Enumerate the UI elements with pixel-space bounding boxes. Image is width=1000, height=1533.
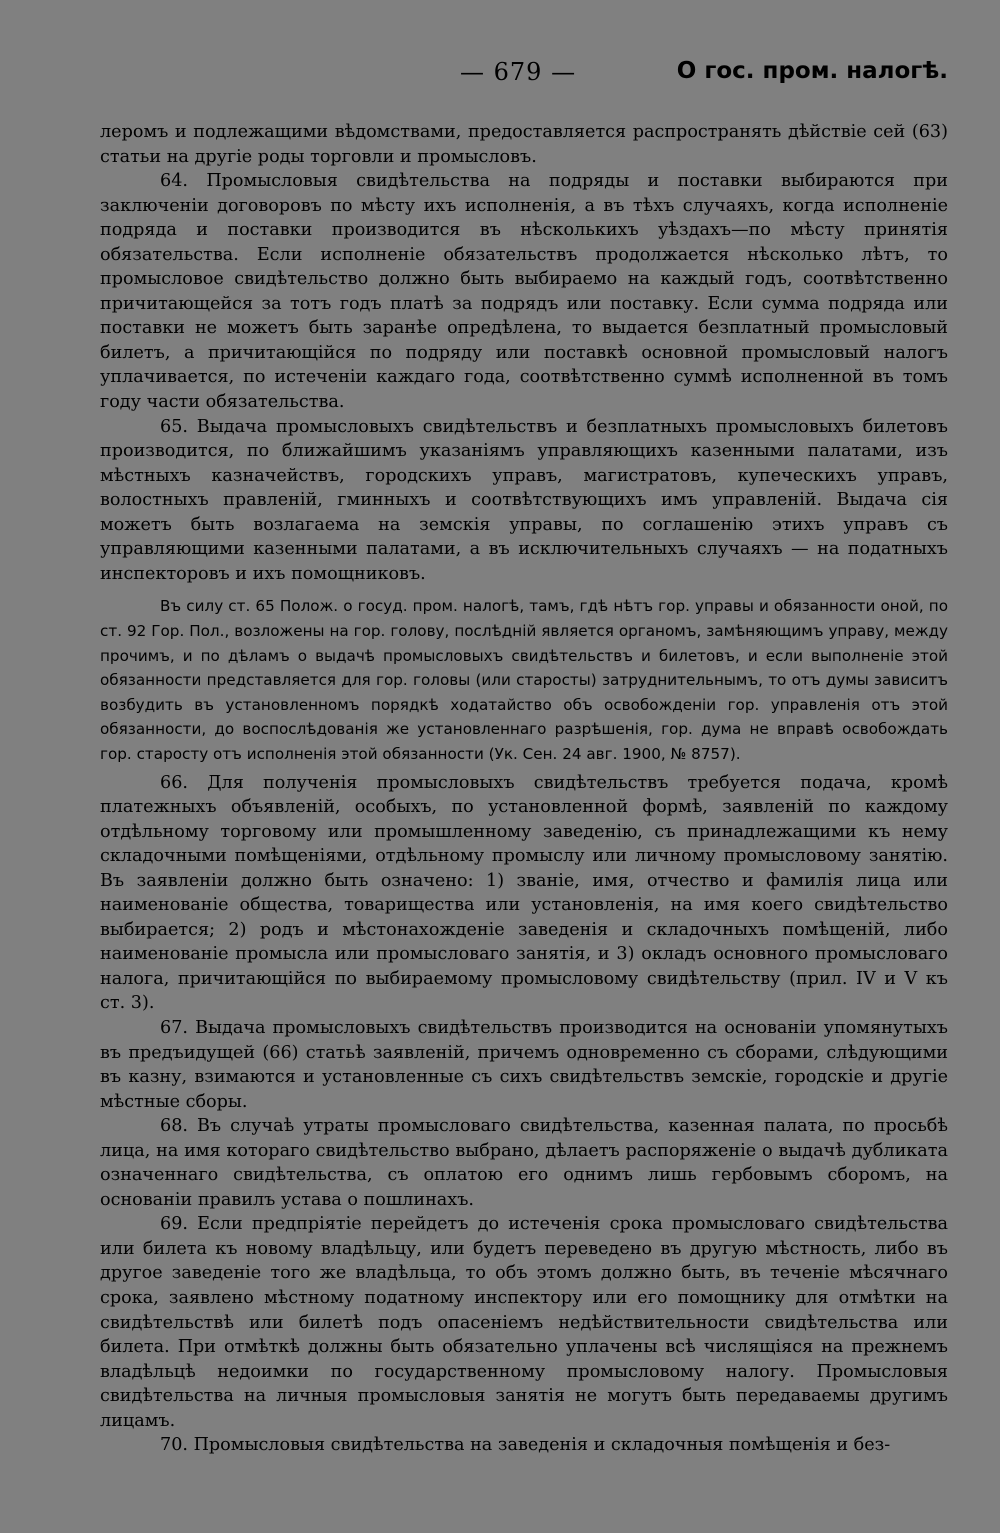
body-text [100, 120, 948, 1458]
paragraph-article-70: 70. Промысловыя свидѣтельства на заведенія и складочныя помѣщенія и без- [160, 1435, 891, 1456]
paragraph-article-68: 68. Въ случаѣ утраты промысловаго свидѣтельства, казенная палата, по просьбѣ лица, на имя котораго свидѣтельство выбрано, дѣлаетъ распоряженіе о выдачѣ дубликата означеннаго свидѣтельства, съ оплатою его однимъ лишь гербовымъ сборомъ, на основаніи правилъ устава о пошлинахъ. [100, 1116, 948, 1210]
running-title: О гос. пром. налогѣ. [676, 58, 948, 84]
paragraph-article-65: 65. Выдача промысловыхъ свидѣтельствъ и безплатныхъ промысловыхъ билетовъ производится, по ближайшимъ указаніямъ управляющихъ казенными палатами, изъ мѣстныхъ казначействъ, городскихъ управъ, магистратовъ, купеческихъ управъ, волостныхъ правленій, гминныхъ и соотвѣтствующихъ имъ управленій. Выдача сія можетъ быть возлагаема на земскія управы, по соглашенію этихъ управъ съ управляющими казенными палатами, а въ исключительныхъ случаяхъ — на податныхъ инспекторовъ и ихъ помощниковъ. [100, 416, 948, 584]
page-header [100, 58, 948, 102]
paragraph-article-67: 67. Выдача промысловыхъ свидѣтельствъ производится на основаніи упомянутыхъ въ предъидущей (66) статьѣ заявленій, причемъ одновременно съ сборами, слѣдующими въ казну, взимаются и установленные съ сихъ свидѣтельствъ земскіе, городскіе и другіе мѣстные сборы. [100, 1018, 948, 1112]
paragraph-article-66: 66. Для полученія промысловыхъ свидѣтельствъ требуется подача, кромѣ платежныхъ объявленій, особыхъ, по установленной формѣ, заявленій по каждому отдѣльному торговому или промышленному заведенію, съ принадлежащими къ нему складочными помѣщеніями, отдѣльному промыслу или личному промысловому занятію. Въ заявленіи должно быть означено: 1) званіе, имя, отчество и фамилія лица или наименованіе общества, товарищества или установленія, на имя коего свидѣтельство выбирается; 2) родъ и мѣстонахожденіе заведенія и складочныхъ помѣщеній, либо наименованіе промысла или промысловаго занятія, и 3) окладъ основного промысловаго налога, причитающійся по выбираемому промысловому свидѣтельству (прил. IV и V къ ст. 3). [100, 772, 948, 1014]
paragraph-article-69: 69. Если предпріятіе перейдетъ до истеченія срока промысловаго свидѣтельства или билета къ новому владѣльцу, или будетъ переведено въ другую мѣстность, либо въ другое заведеніе того же владѣльца, то объ этомъ должно быть, въ теченіе мѣсячнаго срока, заявлено мѣстному податному инспектору или его помощнику для отмѣтки на свидѣтельствѣ или билетѣ подъ опасеніемъ недѣйствительности свидѣтельства или билета. При отмѣткѣ должны быть обязательно уплачены всѣ числящіяся на прежнемъ владѣльцѣ недоимки по государственному промысловому налогу. Промысловыя свидѣтельства на личныя промысловыя занятія не могутъ быть передаваемы другимъ лицамъ. [100, 1214, 948, 1431]
paragraph-continuation: леромъ и подлежащими вѣдомствами, предоставляется распространять дѣйствіе сей (63) статьи на другіе роды торговли и промысловъ. [100, 122, 948, 167]
commentary-note: Въ силу ст. 65 Полож. о госуд. пром. налогѣ, тамъ, гдѣ нѣтъ гор. управы и обязанности оной, по ст. 92 Гор. Пол., возложены на гор. голову, послѣдній является органомъ, замѣняющимъ управу, между прочимъ, и по дѣламъ о выдачѣ промысловыхъ свидѣтельствъ и билетовъ, и если выполненіе этой обязанности представляется для гор. головы (или старосты) затруднительнымъ, то отъ думы зависитъ возбудить въ установленномъ порядкѣ ходатайство объ освобожденіи гор. управленія отъ этой обязанности, до воспослѣдованія же установленнаго разрѣшенія, гор. дума не вправѣ освобождать гор. старосту отъ исполненія этой обязанности (Ук. Сен. 24 авг. 1900, № 8757). [100, 597, 948, 763]
page-number: — 679 — [460, 58, 577, 86]
paragraph-article-64: 64. Промысловыя свидѣтельства на подряды и поставки выбираются при заключеніи договоровъ по мѣсту ихъ исполненія, а въ тѣхъ случаяхъ, когда исполненіе подряда и поставки производится въ нѣсколькихъ уѣздахъ—по мѣсту принятія обязательства. Если исполненіе обязательствъ продолжается нѣсколько лѣтъ, то промысловое свидѣтельство должно быть выбираемо на каждый годъ, соотвѣтственно причитающейся за тотъ годъ платѣ за подрядъ или поставку. Если сумма подряда или поставки не можетъ быть заранѣе опредѣлена, то выдается безплатный промысловый билетъ, а причитающійся по подряду или поставкѣ основной промысловый налогъ уплачивается, по истеченіи каждаго года, соотвѣтственно суммѣ исполненной въ томъ году части обязательства. [100, 171, 948, 413]
